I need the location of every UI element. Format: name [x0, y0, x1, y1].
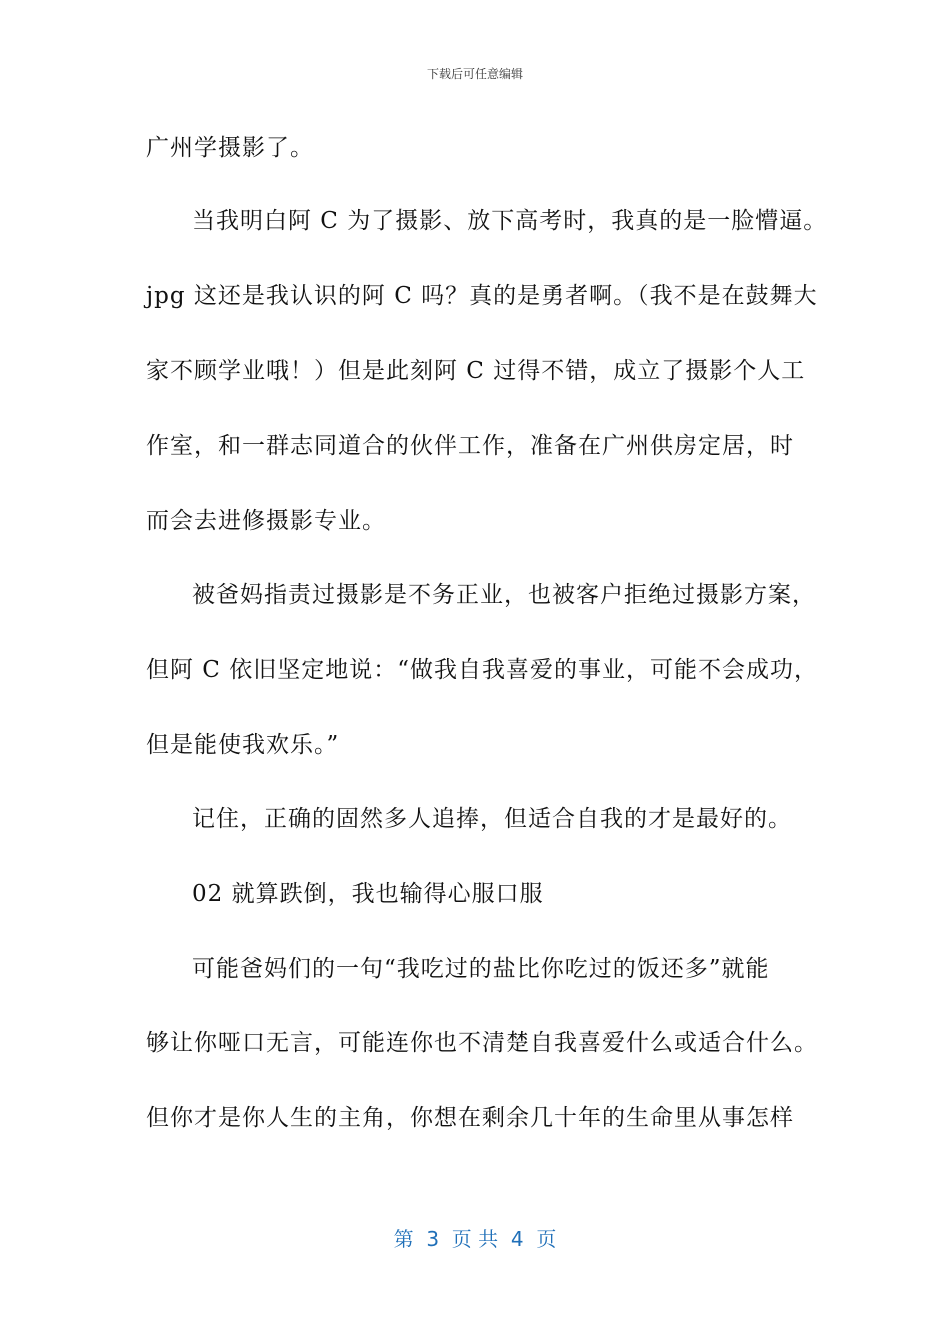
text-line: jpg 这还是我认识的阿 C 吗？真的是勇者啊。（我不是在鼓舞大 [146, 283, 818, 309]
section-heading: 02 就算跌倒，我也输得心服口服 [192, 881, 544, 907]
text-line: 但阿 C 依旧坚定地说：“做我自我喜爱的事业，可能不会成功， [146, 657, 818, 683]
text-line: 够让你哑口无言，可能连你也不清楚自我喜爱什么或适合什么。 [146, 1030, 818, 1056]
text-line: 而会去进修摄影专业。 [146, 508, 386, 534]
text-line: 可能爸妈们的一句“我吃过的盐比你吃过的饭还多”就能 [192, 956, 770, 982]
text-line: 但是能使我欢乐。” [146, 732, 340, 758]
text-line: 被爸妈指责过摄影是不务正业，也被客户拒绝过摄影方案， [192, 582, 816, 608]
text-line: 记住，正确的固然多人追捧，但适合自我的才是最好的。 [192, 806, 792, 832]
page-number-footer: 第 3 页 共 4 页 [393, 1227, 557, 1251]
text-line: 当我明白阿 C 为了摄影、放下高考时，我真的是一脸懵逼。 [192, 208, 828, 234]
text-line: 但你才是你人生的主角，你想在剩余几十年的生命里从事怎样 [146, 1105, 794, 1131]
page-header: 下载后可任意编辑 [426, 67, 523, 81]
text-line: 广州学摄影了。 [146, 135, 314, 161]
text-line: 作室，和一群志同道合的伙伴工作，准备在广州供房定居，时 [146, 433, 794, 459]
text-line: 家不顾学业哦！）但是此刻阿 C 过得不错，成立了摄影个人工 [146, 358, 806, 384]
